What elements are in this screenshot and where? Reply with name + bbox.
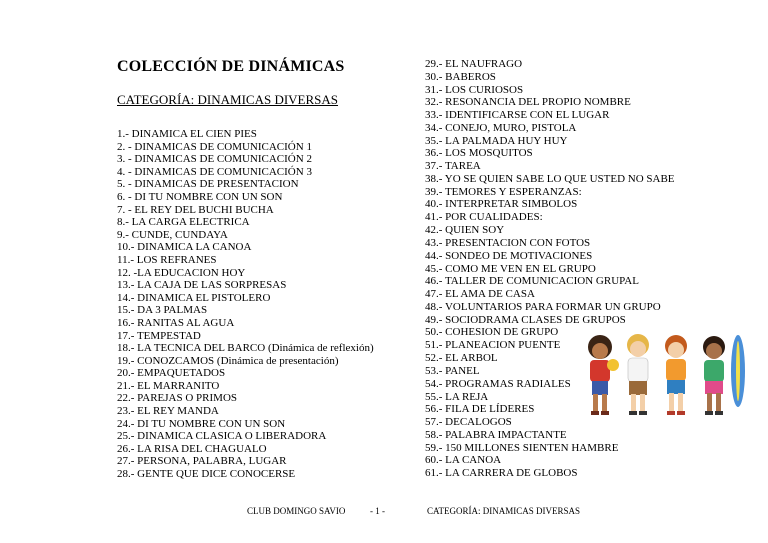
list-item: 19.- CONOZCAMOS (Dinámica de presentación) (117, 354, 339, 367)
list-item: 17.- TEMPESTAD (117, 329, 201, 342)
list-item: 18.- LA TECNICA DEL BARCO (Dinámica de reflexión) (117, 342, 374, 355)
list-item: 1.- DINAMICA EL CIEN PIES (117, 128, 257, 140)
list-item: 56.- FILA DE LÍDERES (425, 403, 535, 416)
list-item: 40.- INTERPRETAR SIMBOLOS (425, 198, 578, 211)
list-item: 35.- LA PALMADA HUY HUY (425, 134, 568, 147)
list-item: 32.- RESONANCIA DEL PROPIO NOMBRE (425, 96, 631, 109)
list-item: 49.- SOCIODRAMA CLASES DE GRUPOS (425, 313, 626, 326)
list-item: 53.- PANEL (425, 364, 480, 377)
list-item: 61.- LA CARRERA DE GLOBOS (425, 467, 578, 480)
list-item: 4. - DINAMICAS DE COMUNICACIÓN 3 (117, 165, 312, 178)
list-item: 27.- PERSONA, PALABRA, LUGAR (117, 455, 287, 468)
list-item: 11.- LOS REFRANES (117, 253, 217, 266)
footer-club: CLUB DOMINGO SAVIO (247, 506, 346, 516)
list-item: 22.- PAREJAS O PRIMOS (117, 392, 238, 405)
list-item: 46.- TALLER DE COMUNICACION GRUPAL (425, 275, 639, 288)
list-item: 21.- EL MARRANITO (117, 379, 220, 392)
list-item: 31.- LOS CURIOSOS (425, 83, 524, 96)
list-item: 30.- BABEROS (425, 70, 496, 83)
list-item: 54.- PROGRAMAS RADIALES (425, 377, 571, 390)
list-item: 29.- EL NAUFRAGO (425, 58, 523, 70)
list-item: 47.- EL AMA DE CASA (425, 288, 535, 301)
child-1-figure (588, 335, 619, 415)
category-heading: CATEGORÍA: DINAMICAS DIVERSAS (117, 92, 339, 107)
children-group-icon (578, 333, 758, 418)
footer-category: CATEGORÍA: DINAMICAS DIVERSAS (427, 506, 581, 516)
list-item: 10.- DINAMICA LA CANOA (117, 241, 252, 254)
list-item: 36.- LOS MOSQUITOS (425, 147, 533, 160)
list-item: 43.- PRESENTACION CON FOTOS (425, 237, 591, 250)
list-item: 3. - DINAMICAS DE COMUNICACIÓN 2 (117, 153, 312, 166)
list-item: 58.- PALABRA IMPACTANTE (425, 428, 567, 441)
footer-page-number: - 1 - (370, 506, 385, 516)
list-item: 13.- LA CAJA DE LAS SORPRESAS (117, 279, 287, 292)
list-item: 57.- DECALOGOS (425, 416, 512, 429)
list-item: 48.- VOLUNTARIOS PARA FORMAR UN GRUPO (425, 300, 661, 313)
list-item: 12. -LA EDUCACION HOY (117, 266, 246, 279)
list-item: 24.- DI TU NOMBRE CON UN SON (117, 417, 286, 430)
list-item: 14.- DINAMICA EL PISTOLERO (117, 291, 271, 304)
list-item: 16.- RANITAS AL AGUA (117, 316, 235, 329)
list-item: 52.- EL ARBOL (425, 351, 498, 364)
list-item: 38.- YO SE QUIEN SABE LO QUE USTED NO SABE (425, 172, 675, 185)
list-item: 2. - DINAMICAS DE COMUNICACIÓN 1 (117, 140, 312, 153)
list-item: 45.- COMO ME VEN EN EL GRUPO (425, 262, 596, 275)
list-item: 25.- DINAMICA CLASICA O LIBERADORA (117, 430, 327, 443)
list-item: 39.- TEMORES Y ESPERANZAS: (425, 185, 582, 198)
list-item: 23.- EL REY MANDA (117, 405, 219, 418)
list-item: 41.- POR CUALIDADES: (425, 211, 543, 224)
list-item: 42.- QUIEN SOY (425, 224, 505, 237)
list-item: 20.- EMPAQUETADOS (117, 367, 226, 380)
list-item: 9.- CUNDE, CUNDAYA (117, 228, 228, 241)
child-2-figure (627, 334, 649, 415)
list-item: 7. - EL REY DEL BUCHI BUCHA (117, 203, 274, 216)
child-4-figure (703, 335, 745, 415)
child-3-figure (665, 335, 687, 415)
list-item: 60.- LA CANOA (425, 454, 502, 467)
dynamics-list-left (117, 128, 374, 481)
document-title: COLECCIÓN DE DINÁMICAS (117, 58, 345, 75)
list-item: 15.- DA 3 PALMAS (117, 304, 208, 317)
list-item: 59.- 150 MILLONES SIENTEN HAMBRE (425, 441, 619, 454)
list-item: 51.- PLANEACION PUENTE (425, 339, 561, 352)
list-item: 34.- CONEJO, MURO, PISTOLA (425, 121, 577, 134)
list-item: 28.- GENTE QUE DICE CONOCERSE (117, 468, 296, 481)
list-item: 37.- TAREA (425, 160, 481, 173)
list-item: 33.- IDENTIFICARSE CON EL LUGAR (425, 109, 610, 122)
list-item: 8.- LA CARGA ELECTRICA (117, 216, 250, 229)
list-item: 6. - DI TU NOMBRE CON UN SON (117, 190, 283, 203)
list-item: 44.- SONDEO DE MOTIVACIONES (425, 249, 593, 262)
list-item: 26.- LA RISA DEL CHAGUALO (117, 442, 267, 455)
list-item: 55.- LA REJA (425, 390, 489, 403)
list-item: 50.- COHESION DE GRUPO (425, 326, 559, 339)
list-item: 5. - DINAMICAS DE PRESENTACION (117, 178, 299, 191)
